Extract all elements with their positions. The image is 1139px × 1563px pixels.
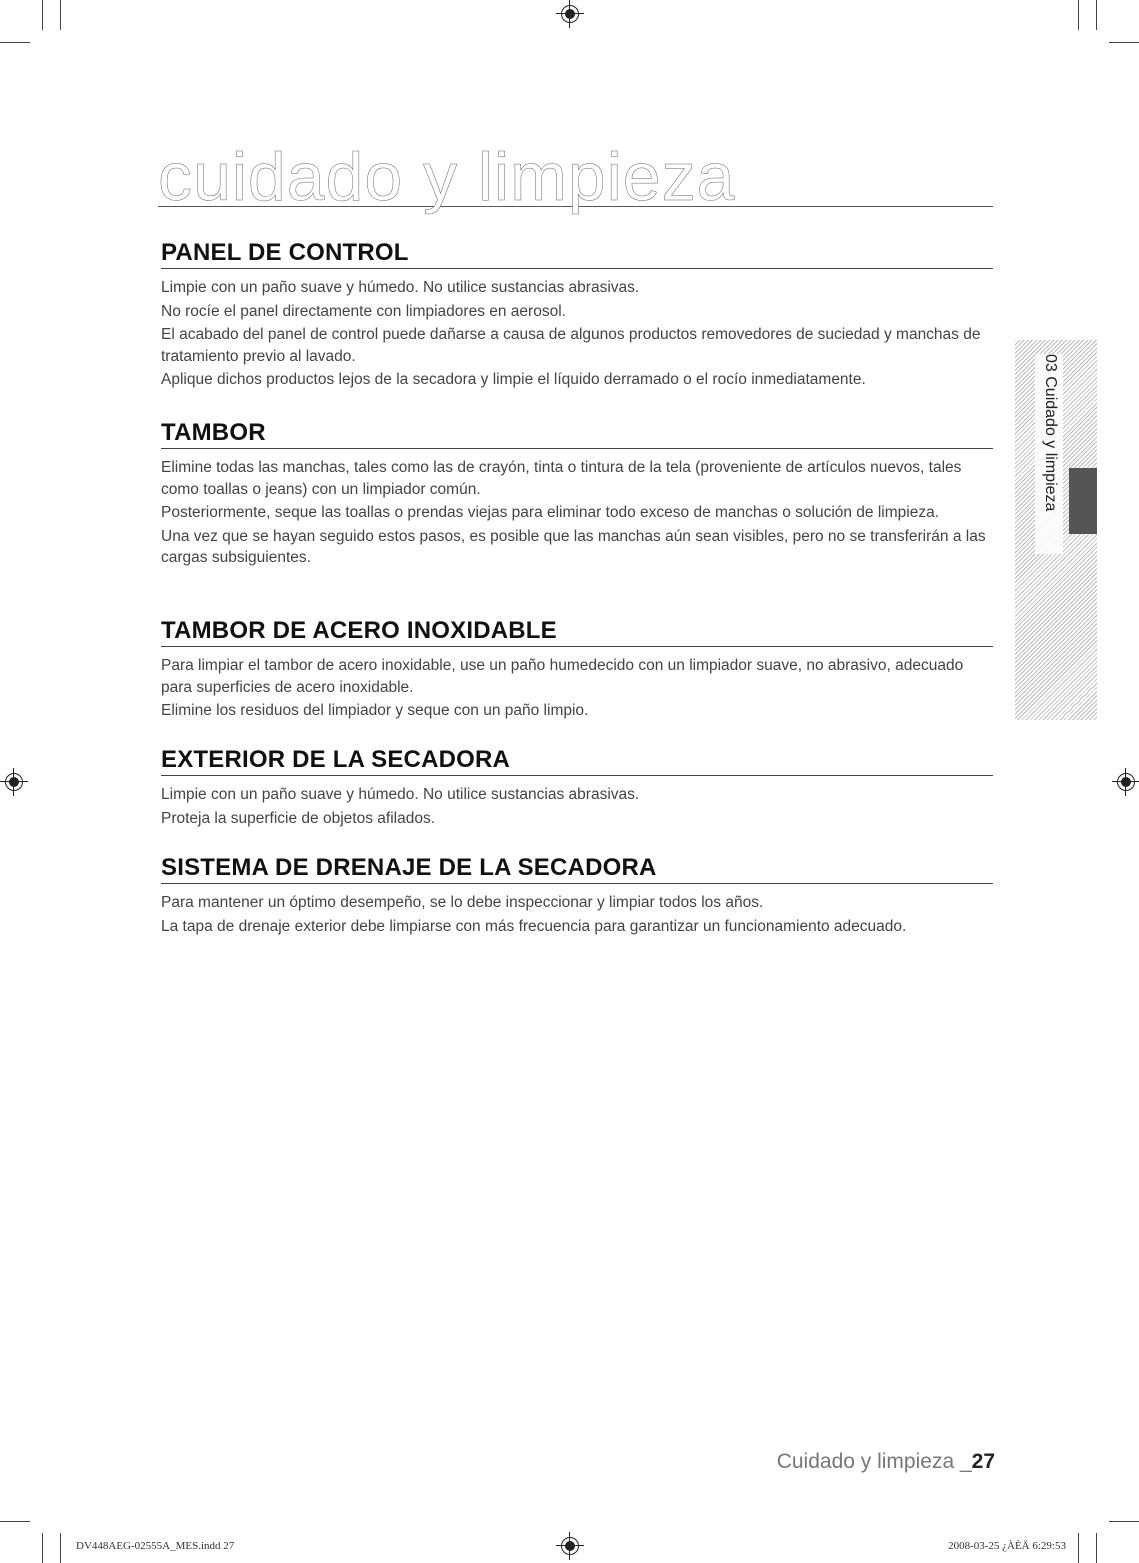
print-file-name: DV448AEG-02555A_MES.indd 27: [76, 1540, 235, 1552]
registration-mark-icon: [561, 5, 579, 23]
section-tambor-acero-inoxidable: [161, 616, 993, 722]
chapter-side-tab: [1015, 340, 1097, 720]
section-panel-de-control: [161, 238, 993, 391]
paragraph: Elimine los residuos del limpiador y seque con un paño limpio.: [161, 702, 589, 719]
page-title-text: cuidado y limpieza: [158, 139, 736, 215]
registration-mark-icon: [5, 773, 23, 791]
section-heading: TAMBOR DE ACERO INOXIDABLE: [161, 616, 993, 647]
paragraph: El acabado del panel de control puede dañarse a causa de algunos productos removedores de suciedad y manchas de tratamiento previo al lavado.: [161, 326, 981, 365]
paragraph: Proteja la superficie de objetos afilados.: [161, 809, 435, 827]
registration-mark-icon: [561, 1537, 579, 1555]
side-tab-marker: [1069, 468, 1097, 534]
section-heading: EXTERIOR DE LA SECADORA: [161, 745, 993, 776]
section-heading: TAMBOR: [161, 418, 993, 449]
paragraph: Para limpiar el tambor de acero inoxidable, use un paño humedecido con un limpiador suave, no abrasivo, adecuado para superficies de acero inoxidable.: [161, 657, 964, 696]
registration-mark-icon: [1117, 773, 1135, 791]
section-tambor: [161, 418, 993, 569]
paragraph: Una vez que se hayan seguido estos pasos, es posible que las manchas aún sean visibles, pero no se transferirán a las cargas subsiguientes.: [161, 527, 986, 566]
footer-label: Cuidado y limpieza _: [776, 1450, 972, 1473]
page-number: 27: [971, 1450, 995, 1473]
paragraph: Para mantener un óptimo desempeño, se lo debe inspeccionar y limpiar todos los años.: [161, 894, 764, 911]
paragraph: No rocíe el panel directamente con limpiadores en aerosol.: [161, 302, 566, 320]
print-datetime: 2008-03-25 ¿ÀÈÄ 6:29:53: [948, 1540, 1066, 1552]
paragraph: Aplique dichos productos lejos de la secadora y limpie el líquido derramado o el rocío inmediatamente.: [161, 371, 866, 388]
section-sistema-drenaje: [161, 853, 993, 937]
page-footer: [777, 1450, 995, 1474]
side-tab-label: 03 Cuidado y limpieza: [1035, 354, 1063, 554]
page-title: [158, 139, 993, 215]
paragraph: La tapa de drenaje exterior debe limpiarse con más frecuencia para garantizar un funcionamiento adecuado.: [161, 917, 907, 935]
section-heading: SISTEMA DE DRENAJE DE LA SECADORA: [161, 853, 993, 884]
paragraph: Limpie con un paño suave y húmedo. No utilice sustancias abrasivas.: [161, 279, 640, 296]
section-exterior-secadora: [161, 745, 993, 829]
paragraph: Elimine todas las manchas, tales como las de crayón, tinta o tintura de la tela (proveniente de artículos nuevos, tales como toallas o jeans) con un limpiador común.: [161, 459, 962, 498]
section-heading: PANEL DE CONTROL: [161, 238, 993, 269]
paragraph: Posteriormente, seque las toallas o prendas viejas para eliminar todo exceso de manchas o solución de limpieza.: [161, 504, 940, 521]
paragraph: Limpie con un paño suave y húmedo. No utilice sustancias abrasivas.: [161, 786, 640, 803]
